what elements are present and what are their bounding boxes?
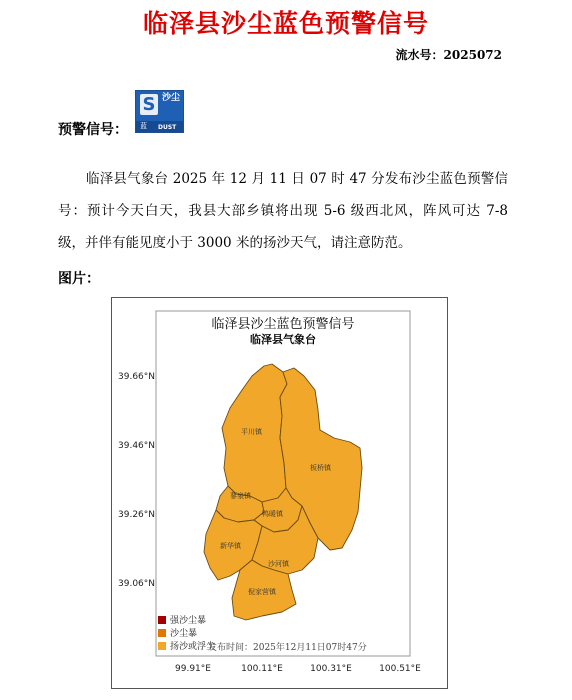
sandstorm-blue-warning-icon — [135, 90, 184, 133]
town-label: 鸭暖镇 — [262, 510, 283, 518]
town-label: 蓼泉镇 — [230, 492, 251, 500]
warning-body-text: 临泽县气象台 2025 年 12 月 11 日 07 时 47 分发布沙尘蓝色预警信号：预计今天白天，我县大部乡镇将出现 5-6 级西北风，阵风可达 7-8 级，并伴有能见度小于 3000 米的扬沙天气，请注意防范。 — [58, 171, 508, 251]
picture-label: 图片： — [58, 271, 100, 287]
badge-letter: S — [140, 94, 158, 115]
badge-en: DUST — [158, 124, 177, 131]
warning-map — [111, 297, 448, 689]
town-label: 新华镇 — [220, 542, 241, 550]
map-legend — [158, 614, 215, 652]
town-label: 板桥镇 — [310, 464, 331, 472]
badge-level: 蓝 — [140, 122, 147, 130]
legend-label: 强沙尘暴 — [170, 616, 207, 626]
lon-label: 100.31°E — [310, 664, 352, 674]
legend-swatch-blowing — [158, 642, 166, 650]
latitude-labels — [118, 372, 155, 589]
map-subtitle: 临泽县气象台 — [250, 333, 316, 346]
lon-label: 100.51°E — [379, 664, 421, 674]
town-label: 沙河镇 — [268, 560, 289, 568]
town-label: 倪家营镇 — [248, 588, 276, 596]
lat-label: 39.46°N — [118, 441, 155, 451]
legend-label: 扬沙或浮尘 — [170, 642, 216, 652]
legend-swatch-storm — [158, 629, 166, 637]
map-svg — [112, 298, 447, 688]
legend-label: 沙尘暴 — [170, 629, 198, 639]
lat-label: 39.66°N — [118, 372, 155, 382]
lat-label: 39.26°N — [118, 510, 155, 520]
lon-label: 99.91°E — [175, 664, 211, 674]
issue-time: 发布时间：2025年12月11日07时47分 — [208, 643, 367, 653]
legend-swatch-strong — [158, 616, 166, 624]
badge-cn: 沙尘 — [162, 93, 181, 103]
serial-number — [396, 46, 502, 63]
lon-label: 100.11°E — [241, 664, 283, 674]
lat-label: 39.06°N — [118, 579, 155, 589]
page-title: 临泽县沙尘蓝色预警信号 — [142, 9, 429, 38]
county-region — [204, 364, 362, 620]
longitude-labels — [175, 664, 421, 674]
map-title: 临泽县沙尘蓝色预警信号 — [211, 317, 355, 332]
warning-signal-label: 预警信号： — [58, 122, 128, 138]
serial-label: 流水号： — [395, 48, 444, 62]
serial-value: 2025072 — [443, 48, 502, 62]
town-label: 平川镇 — [241, 428, 262, 436]
